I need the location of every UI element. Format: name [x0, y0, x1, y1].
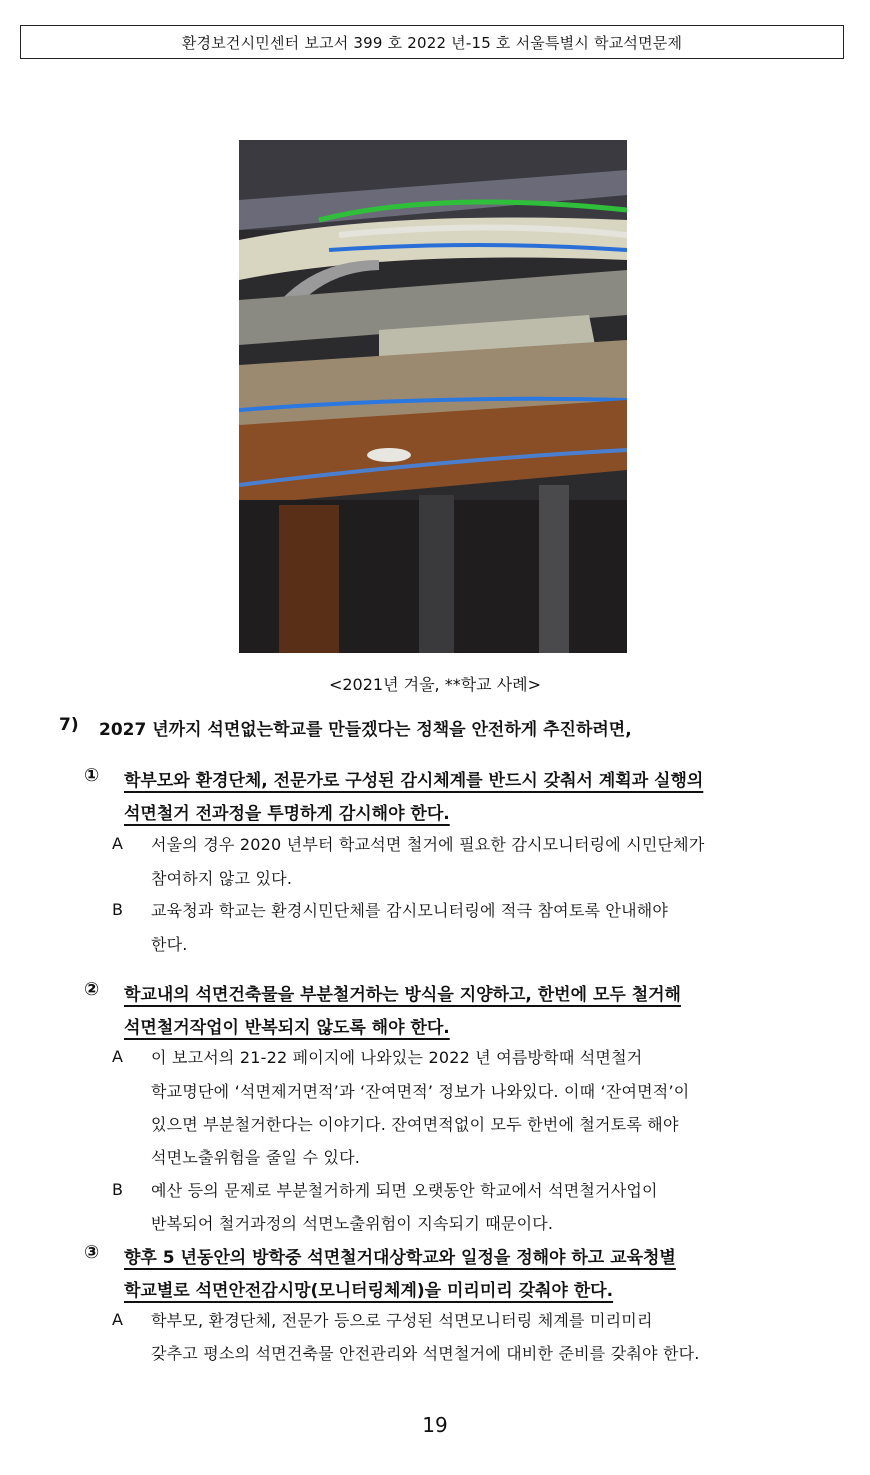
- item-2-point-b-line-1: 예산 등의 문제로 부분철거하게 되면 오랫동안 학교에서 석면철거사업이: [151, 1181, 658, 1200]
- item-1-point-b-line-2: 한다.: [151, 935, 188, 954]
- item-2-title-line-1: 학교내의 석면건축물을 부분철거하는 방식을 지양하고, 한번에 모두 철거해: [124, 985, 681, 1005]
- item-1-title-line-1: 학부모와 환경단체, 전문가로 구성된 감시체계를 반드시 갖춰서 계획과 실행의: [124, 771, 704, 791]
- item-3-point-a-label: A: [112, 1310, 123, 1329]
- item-3-point-a-line-1: 학부모, 환경단체, 전문가 등으로 구성된 석면모니터링 체계를 미리미리: [151, 1311, 653, 1330]
- item-2-title-line-2: 석면철거작업이 반복되지 않도록 해야 한다.: [124, 1018, 450, 1038]
- item-2-point-a-line-3: 있으면 부분철거한다는 이야기다. 잔여면적없이 모두 한번에 철거토록 해야: [151, 1115, 679, 1134]
- report-header-title: 환경보건시민센터 보고서 399 호 2022 년-15 호 서울특별시 학교석면문제: [181, 33, 683, 52]
- item-1-title-line-2: 석면철거 전과정을 투명하게 감시해야 한다.: [124, 804, 450, 824]
- item-2-point-b-label: B: [112, 1180, 123, 1199]
- section-heading: 2027 년까지 석면없는학교를 만들겠다는 정책을 안전하게 추진하려면,: [99, 720, 632, 740]
- item-2-point-a-line-4: 석면노출위험을 줄일 수 있다.: [151, 1148, 361, 1167]
- item-1-point-a-line-1: 서울의 경우 2020 년부터 학교석면 철거에 필요한 감시모니터링에 시민단체가: [151, 835, 705, 854]
- item-3-title-line-2: 학교별로 석면안전감시망(모니터링체계)을 미리미리 갖춰야 한다.: [124, 1281, 614, 1301]
- item-2-marker: ②: [84, 979, 100, 1000]
- item-3-point-a-line-2: 갖추고 평소의 석면건축물 안전관리와 석면철거에 대비한 준비를 갖춰야 한다.: [151, 1344, 700, 1363]
- item-1-marker: ①: [84, 765, 100, 786]
- item-1-point-a-line-2: 참여하지 않고 있다.: [151, 869, 293, 888]
- item-1-point-b-line-1: 교육청과 학교는 환경시민단체를 감시모니터링에 적극 참여토록 안내해야: [151, 901, 669, 920]
- item-2-point-a-line-1: 이 보고서의 21-22 페이지에 나와있는 2022 년 여름방학때 석면철거: [151, 1048, 643, 1067]
- photo-caption: <2021년 겨울, **학교 사례>: [328, 675, 542, 694]
- item-3-title-line-1: 향후 5 년동안의 방학중 석면철거대상학교와 일정을 정해야 하고 교육청별: [124, 1248, 676, 1268]
- report-header: [20, 25, 844, 59]
- page-number: 19: [422, 1413, 448, 1437]
- item-1-point-a-label: A: [112, 834, 123, 853]
- item-3-marker: ③: [84, 1242, 100, 1263]
- item-2-point-b-line-2: 반복되어 철거과정의 석면노출위험이 지속되기 때문이다.: [151, 1214, 554, 1233]
- item-2-point-a-line-2: 학교명단에 ‘석면제거면적’과 ‘잔여면적’ 정보가 나와있다. 이때 ‘잔여면적’이: [151, 1082, 690, 1101]
- item-1-point-b-label: B: [112, 900, 123, 919]
- section-number: 7): [59, 715, 79, 735]
- asbestos-photo: [239, 140, 627, 653]
- item-2-point-a-label: A: [112, 1047, 123, 1066]
